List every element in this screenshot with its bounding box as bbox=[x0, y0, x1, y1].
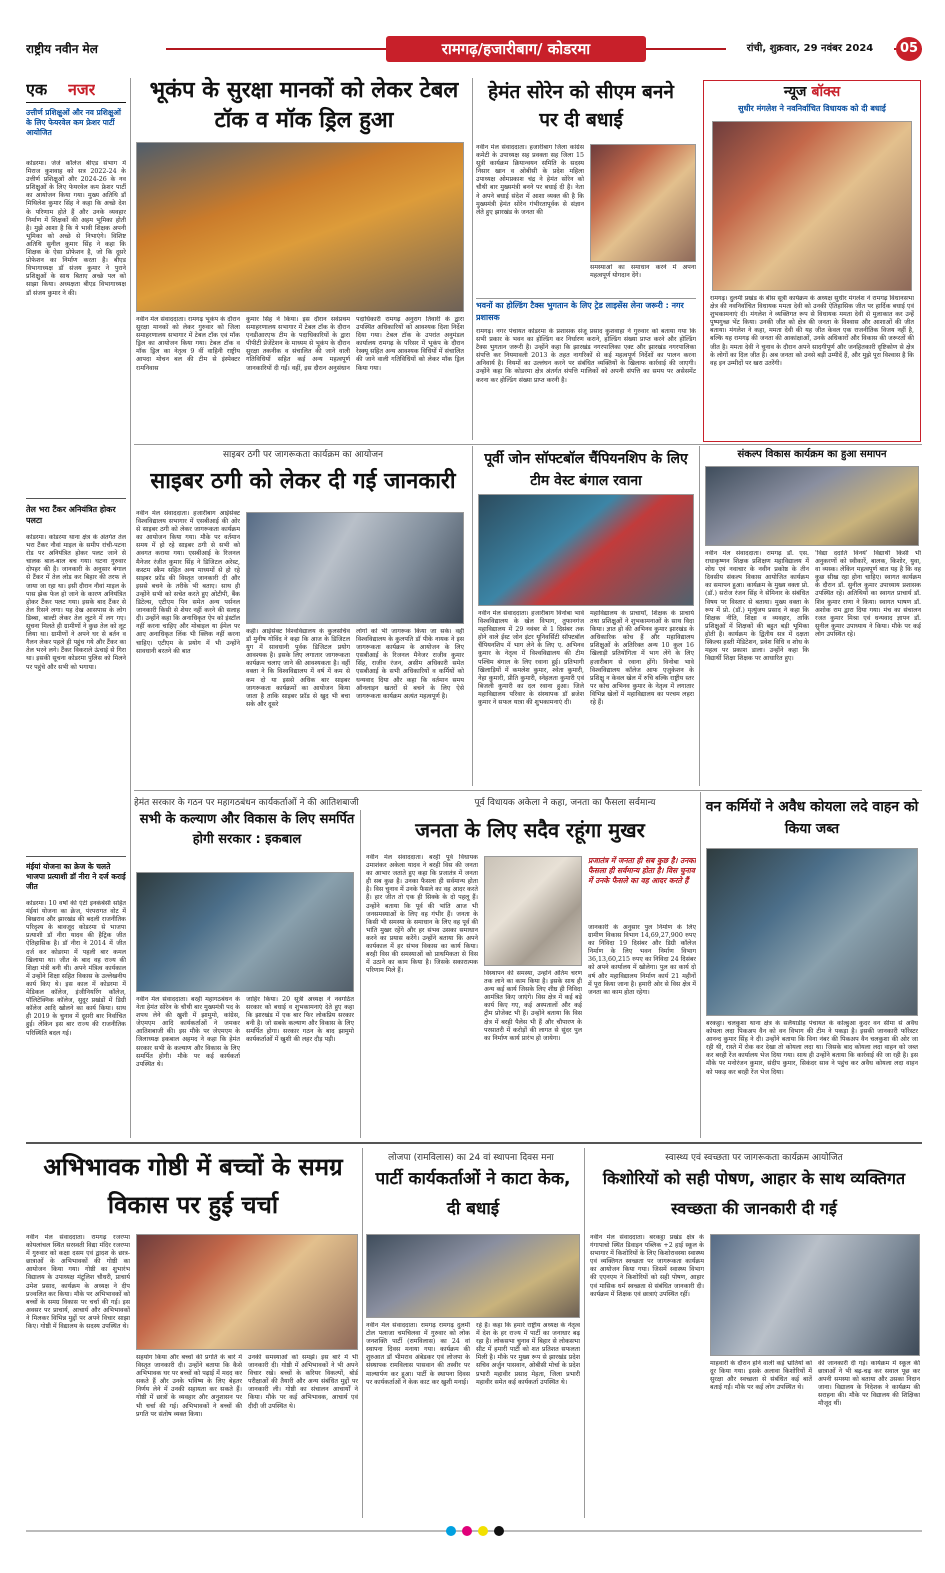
hemant-body: नवीन मेल संवाददाता। हजारीबाग जिला कांग्रेस कमेटी के उपाध्यक्ष सह प्रवक्ता सह जिला 15 सूत्री कार्यक्रम क्रियान्वयन समिति के सदस्य निसार खान व ओबीसी के प्रदेश महिला उपाध्यक्ष ओमप्रकाश चंद्र ने हेमंत सोरेन को चौथी बार मुख्यमंत्री बनने पर बधाई दी है। नेता ने अपने बधाई संदेश में आशा व्यक्त की है कि मुख्यमंत्री हेमंत सोरेन गंभीरतापूर्वक से संज्ञान लेते हुए झारखंड के जनता की bbox=[476, 144, 584, 216]
kalyan-body-col-1: नवीन मेल संवाददाता। बरही महागठबंधन के नेता हेमंत सोरेन के चौथी बार मुख्यमंत्री पद के शपथ लेने की खुशी में झामुमो, कांग्रेस, जेएमएम आदि कार्यकर्ताओं ने जमकर आतिशबाजी की। इस मौके पर जेएमएम के जिलाध्यक्ष इकबाल अहमद ने कहा कि हेमंत सरकार सभी के कल्याण और विकास के लिए समर्पित होगी। मौके पर कई कार्यकर्ता उपस्थित थे। bbox=[136, 996, 240, 1068]
cake-kicker: लोजपा (रामविलास) का 24 वां स्थापना दिवस मना bbox=[388, 1153, 554, 1162]
health-photo bbox=[710, 1234, 920, 1356]
mukhar-body-col-3: जानकारी के अनुसार पुल निर्माण के लिए ग्रामीण विकास विभाग 14,69,27,900 रुपए का निविदा 19 दिसंबर और डिग्री कॉलेज निर्माण के लिए भवन निर्माण विभाग 36,13,60,215 रुपए का निविदा 24 दिसंबर को अपने कार्यालय में खोलेगा। पुल का कार्य दो वर्ष और महाविद्यालय निर्माण कार्य 21 महीनों में पूरा किया जाना है। हमारी ओर से विस क्षेत्र में जनता का काम होता रहेगा। bbox=[588, 924, 696, 996]
cake-photo bbox=[366, 1234, 580, 1318]
ek-nazar-story-1-title: उत्तीर्ण प्रशिक्षुओं और नव प्रशिक्षुओं के लिए फेयरवेल कम फ्रेशर पार्टी आयोजित bbox=[26, 108, 121, 137]
coal-headline: वन कर्मियों ने अवैध कोयला लदे वाहन को किया जब्त bbox=[705, 799, 919, 837]
softball-team-photo bbox=[478, 494, 694, 606]
abhibhavak-body-col-2: सहयोग किया और बच्चों की प्रगति के बारे में विस्तृत जानकारी दी। उन्होंने बताया कि कैसे अभिभावक घर पर बच्चों को पढ़ाई में मदद कर सकते हैं और उनके भविष्य के लिए बेहतर निर्णय लेने में उनकी सहायता कर सकते हैं। गोष्ठी में छात्रों के व्यवहार और अनुशासन पर भी चर्चा की गई। अभिभावकों ने बच्चों की प्रगति पर संतोष व्यक्त किया। bbox=[136, 1354, 242, 1418]
news-box-photo bbox=[712, 121, 912, 291]
ek-nazar-story-1-body: कोडरमा। जेजे कॉलेज बीएड संभाग में मिराज कुशवाह को सत्र 2022-24 के उत्तीर्ण प्रशिक्षुओं और 2024-26 के नव प्रशिक्षुओं के लिए फेयरवेल कम फ्रेशर पार्टी का आयोजन किया गया। मुख्य अतिथि डॉ मिथिलेश कुमार सिंह ने कहा कि अच्छे देश के परिणाम होते हैं और उनके व्यवहार निर्माण में शिक्षकों की अहम भूमिका होती है। मुझे आशा है कि ये भावी शिक्षक अपनी भूमिका को अच्छे से निभाएंगे। विशिष्ट अतिथि सुनील कुमार सिंह ने कहा कि शिक्षक के ऐसा प्रोफेशन है, जो कि दूसरे प्रोफेशन का निर्माण करता है। बीएड विभागाध्यक्ष डॉ संजय कुमार ने पुराने प्रशिक्षुओं के साथ बिताए अच्छे पल को साझा किया। अध्यक्षता बीएड विभागाध्यक्ष डॉ संजय कुमार ने की। bbox=[26, 160, 126, 297]
ek-nazar-story-2-body: कोडरमा। कोडरमा थाना क्षेत्र के अंतर्गत तेल भरा टैंकर नौवां माइल के समीप रांची-पटना रोड पर अनियंत्रित होकर पलट जाने से चालक बाल-बाल बच गया। घटना गुरुवार दोपहर की है। जानकारी के अनुसार बंगाल से टैंकर में तेल लोड कर बिहार की तरफ ले जाया जा रहा था। इसी दौरान नौवां माइल के पास झेक फेल हो जाने के कारण अनियंत्रित होकर टैंकर पलट गया। इसके बाद टैंकर से तेल रिसने लगा। यह देख आसपास के लोग डिब्बा, बाल्टी लेकर तेल लूटने में लग गए। सूचना मिलते ही ग्रामीणों ने कुछ तेल को लूट लिया था। ग्रामीणों ने अपने घर से बर्तन व गैलन लेकर पहले ही पहुंच गये और टैंकर का तेल भरने लगे। टैंकर विकराले ऊंचाई से गिरा था। इसकी सूचना कोडरमा पुलिस को मिलने पर पहुंचे और सभी को भगाया। bbox=[26, 534, 126, 671]
sankalp-body-col-2: 'विद्या ददाति विनयं' विद्यार्थी किसी भी अनुकरणों को स्वीकारें, बालक, किशोर, युवा, वा व्यस्क। लेकिन महत्वपूर्ण बात यह है कि वह कुछ सीख रहा होना चाहिए। स्वागत कार्यक्रम के दौरान डॉ. सुनील कुमार उपाध्याय प्रशासक उपस्थित रहे। अतिथियों का स्वागत प्राचार्य डॉ. शिव कुमार राणा ने किया। स्वागत भाषण डॉ. अशोक राम द्वारा दिया गया। मंच का संचालन रजत कुमार मिश्रा एवं धन्यवाद ज्ञापन डॉ. सुनील कुमार उपाध्याय ने किया। मौके पर कई लोग उपस्थित रहे। bbox=[815, 550, 921, 638]
cyber-kicker: साइबर ठगी पर जागरूकता कार्यक्रम का आयोजन bbox=[222, 450, 384, 459]
coal-body: बरकट्ठा। चलकुशा थाना क्षेत्र के सलैयाडीह पंचायत के कोल्हुआ कुदर वन सीमा से अवैध कोयला लदा पिकअप वैन को वन विभाग की टीम ने पकड़ा है। इसकी जानकारी फॉरेस्टर आनन्द कुमार सिंह ने दी। उन्होंने बताया कि विना नंबर की पिकअप वैन चलकुशा की ओर जा रही थी, रास्ते में रोक कर देखा तो कोयला लदा था। जिसके बाद कोयला लदा वाहन को जब्त कर बरही रेंज कार्यालय भेज दिया गया। साथ ही उन्होंने बताया कि कार्रवाई की जा रही है। इस मौके पर मनोरंजन कुमार, संदीप कुमार, सिकंदर साव ने पहुंच कर अवैध कोयला लदा वाहन को पकड़ कर बरही रेंज भेज दिया। bbox=[706, 1020, 918, 1076]
dateline: रांची, शुक्रवार, 29 नवंबर 2024 bbox=[726, 40, 894, 58]
abhibhavak-body-col-1: नवीन मेल संवाददाता। रामगढ़ रजरप्पा कोयलांचल स्थित सरस्वती विद्या मंदिर रजरप्पा में गुरुवार को कक्षा दसम एवं द्वादश के छात्र-छात्राओं के अभिभावकों की गोष्ठी का आयोजन किया गया। गोष्ठी का शुभारंभ विद्यालय के उपाध्यक्ष मंटूलिश चौधरी, प्राचार्य उमेश प्रसाद, कार्यक्रम के अध्यक्ष ने दीप प्रज्वलित कर किया। मौके पर अभिभावकों को बच्चों के समग्र विकास पर चर्चा की गई। इस अवसर पर प्राचार्य, आचार्य और अभिभावकों ने मिलकर विभिन्न मुद्दों पर अपने विचार साझा किए। गोष्ठी में विद्यालय के सदस्य उपस्थित थे। bbox=[26, 1234, 130, 1331]
softball-headline: पूर्वी जोन सॉफ्टबॉल चैंपियनशिप के लिए टीम वेस्ट बंगाल रवाना bbox=[484, 451, 688, 489]
cyber-body-col-1: नवीन मेल संवाददाता। हजारीबाग आईसेक्ट विश्वविद्यालय सभागार में एसबीआई की ओर से साइबर ठगी को लेकर जागरूकता कार्यक्रम का आयोजन किया गया। मौके पर वर्तमान समय में हो रहे साइबर ठगी से सभी को अवगत कराया गया। एसबीआई के रिजनल मैनेजर रंजीत कुमार सिंह ने डिजिटल अरेस्ट, कस्टम स्कैम सहित अन्य माध्यमों से हो रहे साइबर फ्रॉड की विस्तृत जानकारी दी और इससे बचने के तरीके भी बताए। साथ ही उन्होंने सभी को सचेत करते हुए ओटीपी, बैंक डिटेल्स, एटीएम पिन समेत अन्य पर्सनल जानकारी किसी से शेयर नहीं करने की सलाह दी। उन्होंने कहा कि अनाधिकृत ऐप को इंस्टॉल नहीं करना चाहिए और मोबाइल या ईमेल पर आए अनाधिकृत लिंक भी क्लिक नहीं करना चाहिए। एटीएम के प्रयोग में भी उन्होंने सावधानी बरतने की बात bbox=[136, 510, 240, 655]
page-header bbox=[26, 34, 922, 65]
cake-body-col-2: रहे हैं। कहा कि हमारे राष्ट्रीय अध्यक्ष के नेतृत्व में देश के हर राज्य में पार्टी का जनाधार बढ़ रहा है। लोकसभा चुनाव में बिहार से लोकसभा सीट में हमारी पार्टी को शत प्रतिशत सफलता मिली है। मौके पर मुख्य रूप से झारखंड प्रदेश सचिव अर्जुन पासवान, ओबीसी मोर्चा के प्रदेश प्रभारी महावीर प्रसाद मेहता, जिला प्रभारी महावीर समेत कई कार्यकर्ता उपस्थित थे। bbox=[476, 1322, 580, 1386]
health-kicker: स्वास्थ्य एवं स्वच्छता पर जागरूकता कार्यक्रम आयोजित bbox=[665, 1153, 843, 1162]
mukhar-body-col-1: नवीन मेल संवाददाता। बरही पूर्व विधायक उमाशंकर अकेला यादव ने बरही विस की जनता का आभार जताते हुए कहा कि प्रजातंत्र में जनता ही सब कुछ है। उनका फैसला ही सर्वमान्य होता है। विस चुनाव में उनके फैसले का वह आदर करते हैं। हार जीत तो एक ही सिक्के के दो पहलू हैं। उन्होंने बताया कि पूर्व की भांति आज भी जनसमस्याओं के लिए वह गंभीर हैं। जनता के किसी भी समस्या के समाधान के लिए वह पूर्व की भांति मुखर रहेंगे और हर संभव उसका समाधान करने का प्रयास करेंगे। उन्होंने बताया कि अपने कार्यकाल में हर संभव विकास का कार्य किया। बरही विस की समस्याओं को प्राथमिकता से विस में उठाने का काम किया है। जिसके सकारात्मक परिणाम मिले हैं। bbox=[366, 854, 478, 975]
ek-nazar-column bbox=[26, 78, 126, 1138]
abhibhavak-body-col-3: उनकी समस्याओं को समझें। इस बारे में भी जानकारी दी। गोष्ठी में अभिभावकों ने भी अपने विचार रखे। बच्चों के करियर विकल्पों, बोर्ड परीक्षाओं की तैयारी और अन्य संबंधित मुद्दों पर जानकारी ली। गोष्ठी का संचालन आचार्यों ने किया। मौके पर कई अभिभावक, आचार्य एवं दीदी जी उपस्थित थे। bbox=[248, 1354, 358, 1410]
sankalp-body-col-1: नवीन मेल संवाददाता। रामगढ़ डॉ. एस. राधाकृष्णन शिक्षक प्रशिक्षण महाविद्यालय में शोध एवं नवाचार के नवीन प्रकोष्ठ के तीन दिवसीय संकल्प विकास आयोजित कार्यक्रम का समापन हुआ। कार्यक्रम के मुख्य वक्ता प्रो. (डॉ.) सरोज रंजन सिंह ने सेमिनार के संबंधित विषय पर विस्तार से बताया। मुख्य वक्ता के रूप में प्रो. (डॉ.) मृत्युंजय प्रसाद ने कहा कि शिक्षक नीति, शिक्षा व व्यवहार, ताकि प्रशिक्षुओं में शिक्षकों की बहुत बड़ी भूमिका होती है। कार्यक्रम के द्वितीय सत्र में दक्षता स्किल्स हस्ती मेडिटेशन, प्रवेश विधि व शोध के महत्व पर प्रकाश डाला। उन्होंने कहा कि विद्यार्थी शिक्षा शिक्षक पर आधारित हुए। bbox=[705, 550, 809, 663]
quake-photo bbox=[136, 142, 464, 312]
cake-headline: पार्टी कार्यकर्ताओं ने काटा केक, दी बधाई bbox=[375, 1169, 571, 1219]
hemant-headline: हेमंत सोरेन को सीएम बनने पर दी बधाई bbox=[488, 81, 674, 131]
cake-body-col-1: नवीन मेल संवाददाता। रामगढ़ रामगढ़ दुलमी टोल पलाजा चमचिलवा में गुरुवार को लोक जनशक्ति पार्टी (रामविलास) का 24 वां स्थापना दिवस मनाया गया। कार्यक्रम की शुरुआत डॉ भीमराव अंबेडकर एवं लोजपा के संस्थापक रामविलास पासवान की तस्वीर पर माल्यार्पण कर हुआ। पार्टी के स्थापना दिवस पर कार्यकर्ताओं ने केक काट कर खुशी मनाई। bbox=[366, 1322, 470, 1386]
hoarding-headline: भवनों का होल्डिंग टैक्स भुगतान के लिए ट्रेड लाइसेंस लेना जरूरी : नगर प्रशासक bbox=[476, 301, 684, 322]
news-box bbox=[703, 80, 921, 442]
hoarding-body: रामगढ़। नगर पंचायत कोडरमा के प्रशासक संजू प्रसाद कुशवाहा ने गुरुवार को बताया गया कि सभी प्रकार के भवन का होल्डिंग कर निर्धारण कराने, होल्डिंग संख्या प्राप्त करने और होल्डिंग टैक्स भुगतान जरूरी है। उन्होंने कहा कि झारखंड नगरपालिका एक्ट और झारखंड नगरपालिका संपत्ति कर नियमावली 2013 के तहत नागरिकों से कई महत्वपूर्ण निर्देशों का पालन करना अनिवार्य है। नियमों का उल्लंघन करने पर संबंधित व्यक्तियों के खिलाफ कार्रवाई की जाएगी। उन्होंने कहा कि कोडरमा क्षेत्र अंतर्गत संपत्ति मालिकों को अपनी संपत्ति का समय पर असेसमेंट करना कर होल्डिंग संख्या प्राप्त करनी है। bbox=[476, 328, 696, 384]
sankalp-photo bbox=[705, 466, 919, 546]
section-banner: रामगढ़/हजारीबाग/ कोडरमा bbox=[386, 36, 646, 62]
news-box-label-a: न्यूज bbox=[783, 84, 807, 100]
mukhar-portrait-photo bbox=[484, 856, 582, 966]
abhibhavak-headline: अभिभावक गोष्ठी में बच्चों के समग्र विकास पर हुई चर्चा bbox=[43, 1153, 343, 1219]
quake-headline: भूकंप के सुरक्षा मानकों को लेकर टेबल टॉक व मॉक ड्रिल हुआ bbox=[149, 78, 459, 133]
quake-body-col-3: पदाधिकारी रामगढ़ अनुराग तिवारी के द्वारा उपस्थित अधिकारियों को आवश्यक दिशा निर्देश दिया गया। टेबल टॉक के उपरांत अनुमंडल कार्यालय रामगढ़ के परिसर में भूकंप के दौरान रेस्क्यू सहित अन्य आवश्यक विधियों में संचालित की जाने वाली गतिविधियों को लेकर मॉक ड्रिल किया गया। bbox=[356, 316, 464, 372]
cyber-body-col-3: लोगों को भी जागरूक किया जा सके। वहीं विश्वविद्यालय के कुलपति डॉ पीके नायक ने इस जागरूकता कार्यक्रम के आयोजन के लिए एसबीआई के रिजनल मैनेजर राजीव कुमार सिंह, राजीव रंजन, असीम अधिकारी समेत एसबीआई के सभी अधिकारियों व कर्मियों को धन्यवाद दिया और कहा कि वर्तमान समय ऑनलाइन खतरों से बचने के लिए ऐसे जागरूकता कार्यक्रम अत्यंत महत्वपूर्ण है। bbox=[356, 628, 464, 700]
ek-nazar-label-a: एक bbox=[26, 80, 48, 99]
kalyan-headline: सभी के कल्याण और विकास के लिए समर्पित होगी सरकार : इकबाल bbox=[139, 812, 355, 847]
softball-body-col-2: महाविद्यालय के प्राचार्यों, शिक्षक के प्राचार्य तथा प्रशिक्षुओं ने शुभकामनाओं के साथ विदा किया। ज्ञात हो की अभिनव कुमार झारखंड के अधिकारिक कोच हैं और महाविद्यालय प्रशिक्षुओं के अतिरिक्त अन्य 10 कुल 16 खिलाड़ी प्रतियोगिता में भाग लेंगे के लिए हजारीबाग से रवाना होंगे। विनोबा भावे विश्वविद्यालय कॉलेज आफ एजुकेशन के प्रशिक्षु न केवल खेल में रुचि बल्कि राष्ट्रीय स्तर पर कोच अभिनव कुमार के नेतृत्व में लगातार विभिन्न खेलों में महाविद्यालय का परचम लहरा रहे हैं। bbox=[590, 610, 694, 707]
coal-vehicle-photo bbox=[706, 848, 918, 1016]
print-registration-bar bbox=[26, 1526, 922, 1536]
cyber-photo bbox=[246, 512, 464, 624]
cyber-headline: साइबर ठगी को लेकर दी गई जानकारी bbox=[150, 469, 456, 494]
ek-nazar-story-2-title: तेल भरा टैंकर अनियंत्रित होकर पलटा bbox=[26, 505, 116, 525]
mukhar-headline: जनता के लिए सदैव रहूंगा मुखर bbox=[415, 818, 645, 842]
health-body-col-1: नवीन मेल संवाददाता। बरकट्ठा प्रखंड क्षेत्र के गंगापाचो स्थित डिवाइन पब्लिक +2 हाई स्कूल के सभागार में किशोरियों के लिए किशोरावस्था स्वास्थ्य एवं व्यक्तिगत स्वच्छता पर जागरूकता कार्यक्रम का आयोजन किया गया। जिसमें स्वास्थ्य विभाग की एएनएम ने किशोरियों को सही पोषण, आहार एवं मासिक धर्म स्वच्छता से संबंधित जानकारी दी। कार्यक्रम में शिक्षक एवं छात्राएं उपस्थित रहीं। bbox=[590, 1234, 704, 1298]
news-box-title: सुधीर मंगलेश ने नवनिर्वाचित विधायक को दी बधाई bbox=[738, 104, 886, 113]
ek-nazar-story-3-body: कोडरमा। 10 वर्षों की एंटी इनकंबेंसी सहित मंईयां योजना का क्रेज, पंरपरागत वोट में बिखराव और झारखंड की बदली राजनीतिक परिदृश्य के बावजूद कोडरमा से भाजपा प्रत्याशी डॉ नीरा यादव की हैट्रिक जीत ऐतिहासिक है। डॉ नीरा ने 2014 में जीत दर्ज कर कोडरमा में पहली बार कमल खिलाया था। जीत के बाद वह राज्य की शिक्षा मंत्री बनी थी। अपने मंत्रित्व कार्यकाल में उन्होंने शिक्षा सहित विकास के उल्लेखनीय कार्य किए थे। इस काल में कोडरमा में मेडिकल कॉलेज, इंजीनियरिंग कॉलेज, पॉलिटेक्निक कॉलेज, सुदूर प्रखंडों में डिग्री कॉलेज आदि खोलने का कार्य किया। साथ ही 2019 के चुनाव में दूसरी बार निर्वाचित हुई। लेकिन इस बार राज्य की राजनीतिक परिस्थिति बदल गई। bbox=[26, 900, 126, 1037]
mukhar-pull-quote: प्रजातंत्र में जनता ही सब कुछ है। उनका फैसला ही सर्वमान्य होता है। विस चुनाव में उनके फैसले का वह आदर करते हैं bbox=[588, 856, 696, 885]
page-number: 05 bbox=[896, 37, 922, 61]
sankalp-headline: संकल्प विकास कार्यक्रम का हुआ समापन bbox=[737, 449, 887, 460]
health-body-col-2: माहवारी के दौरान होने वाली कई भ्रांतियों को दूर किया गया। इसके अलावा किशोरियों में सुरक्षा और स्वच्छता से संबंधित कई बातें बताई गईं। मौके पर कई लोग उपस्थित थे। bbox=[710, 1360, 812, 1392]
news-box-label-b: बॉक्स bbox=[811, 84, 841, 100]
softball-body-col-1: नवीन मेल संवाददाता। हजारीबाग विनोबा भावे विश्वविद्यालय के खेल विभाग, तुफानगंज महाविद्यालय में 29 नवंबर से 1 दिसंबर तक होने वाले ईस्ट जोन इंटर यूनिवर्सिटी सॉफ्टबॉल चैंपियनशिप में भाग लेने के लिए ए. अभिनव कुमार के नेतृत्व में विश्वविद्यालय की टीम पश्चिम बंगाल के लिए रवाना हुई। प्रतिभागी खिलाड़ियों में कमलेश कुमार, श्वेता कुमारी, नेहा कुमारी, प्रीति कुमारी, स्नेहलता कुमारी एवं बिजली कुमारी का दल रवाना हुआ। जिले महाविद्यालय परिवार के संस्थापक डॉ ब्रजेश कुमार ने सफल यात्रा की शुभकामनाएं दी। bbox=[478, 610, 584, 707]
mukhar-kicker: पूर्व विधायक अकेला ने कहा, जनता का फैसला सर्वमान्य bbox=[430, 795, 700, 807]
cyber-body-col-2: कही। आईसेक्ट विश्वविद्यालय के कुलसचिव डॉ मुनीष गोविंद ने कहा कि आज के डिजिटल युग में सावधानी पूर्वक डिजिटल प्रयोग आवश्यक है। इसके लिए लगातार जागरूकता कार्यक्रम चलाए जाने की आवश्यकता है। वहीं वक्ता ने कि विश्वविद्यालय में वर्ष में कम से कम दो या इससे अधिक बार साइबर जागरूकता कार्यक्रमों का आयोजन किया जाता है ताकि साइबर फ्रॉड से खुद भी बचा सके और दूसरे bbox=[246, 628, 350, 708]
health-headline: किशोरियों को सही पोषण, आहार के साथ व्यक्तिगत स्वच्छता की जानकारी दी गई bbox=[602, 1169, 906, 1218]
hemant-soren-photo bbox=[590, 144, 696, 262]
ek-nazar-label-b: नजर bbox=[68, 80, 96, 99]
health-body-col-3: की जानकारी दी गई। कार्यक्रम में स्कूल की छात्राओं ने भी बढ़-चढ़ कर सवाल पूछ कर अपनी समस्या को बताया और उसका निदान जाना। विद्यालय के निदेशक ने कार्यक्रम की सराहना की। मौके पर विद्यालय की शिक्षिका मौजूद थीं। bbox=[818, 1360, 920, 1408]
kalyan-kicker: हेमंत सरकार के गठन पर महागठबंधन कार्यकर्ताओं ने की आतिशबाजी bbox=[134, 798, 359, 807]
hemant-body-2: समस्याओं का समाधान करने में अपना महत्वपूर्ण योगदान देंगे। bbox=[590, 264, 696, 280]
ek-nazar-story-3-title: मंईयां योजना का क्रेज के चलते भाजपा प्रत्याशी डॉ नीरा ने दर्ज कराई जीत bbox=[26, 862, 126, 891]
kalyan-body-col-2: जाहिर किया। 20 सूत्री अध्यक्ष ने नवगठित सरकार को बधाई व शुभकामनाएं देते हुए कहा कि झारखंड में एक बार फिर लोकप्रिय सरकार बनी है। जो सबके कल्याण और विकास के लिए समर्पित होगा। सरकार गठन के बाद झामुमो कार्यकर्ताओं में खुशी की लहर दौड़ पड़ी। bbox=[246, 996, 354, 1044]
kalyan-photo bbox=[136, 872, 354, 992]
abhibhavak-photo bbox=[136, 1234, 358, 1350]
quake-body-col-2: कुमार सिंह ने किया। इस दौरान सर्वप्रथम समाहरणालय सभागार में टेबल टॉक के दौरान एनडीआरएफ टीम के पदाधिकारियों के द्वारा पीपीटी प्रेजेंटेशन के माध्यम से भूकंप के दौरान सुरक्षा तकनीक व संचालित की जाने वाली गतिविधियों सहित कई अन्य महत्वपूर्ण जानकारियों दी गईं। वहीं, इस दौरान अनुसंधान bbox=[246, 316, 350, 372]
mukhar-body-col-2: विस्थापन की समस्या, उन्होंने अंतिम चरण तक लाने का काम किया है। इसके साथ ही अन्य कई कार्य जिसके लिए शीघ्र ही निविदा आमंत्रित किए जाएंगे। विस क्षेत्र में कई बड़े कार्य किए गए, कई अस्पतालों और कई ट्रीम प्रोजेक्ट भी हैं। उन्होंने बताया कि विस क्षेत्र में बरही पैलेस भी हैं और चौपारण के परसातरी में करोड़ों की लागत से सुंदर पुल का निर्माण कार्य प्रारंभ हो जायेगा। bbox=[484, 970, 582, 1042]
news-box-body: रामगढ़। दुलमी प्रखंड के बीस सूत्री कार्यक्रम के अध्यक्ष सुधीर मंगलेश ने रामगढ़ विधानसभा क्षेत्र की नवनिर्वाचित विधायक ममता देवी को उनकी ऐतिहासिक जीत पर हार्दिक बधाई एवं शुभकामनाएं दी। मंगलेश ने व्यक्तिगत रूप से विधायक ममता देवी से मुलाकात कर उन्हें पुष्पगुच्छ भेंट किया। उनकी जीत को क्षेत्र की जनता के विश्वास और आशाओं की जीत बताया। मंगलेश ने कहा, ममता देवी की यह जीत केवल एक राजनीतिक विजय नहीं है, बल्कि यह रामगढ़ की जनता की आकांक्षाओं, उनके अधिकारों और विकास की जरूरतों की जीत है। ममता देवी ने चुनाव के दौरान अपने सादगीपूर्ण और जनहितकारी दृष्टिकोण से क्षेत्र के लोगों का दिल जीत है। अब जनता को उनसे बड़ी उम्मीदें हैं, और मुझे पूरा विश्वास है कि वह इन उम्मीदों पर खरा उतरेंगी। bbox=[710, 295, 914, 367]
masthead: राष्ट्रीय नवीन मेल bbox=[26, 38, 166, 60]
quake-body-col-1: नवीन मेल संवाददाता। रामगढ़ भूकंप के दौरान सुरक्षा मानकों को लेकर गुरुवार को जिला समाहरणालय सभागार में टेबल टॉक एवं मॉक ड्रिल का आयोजन किया गया। टेबल टॉक व मॉक ड्रिल का नेतृत्व 9 वीं वाहिनी राष्ट्रीय आपदा मोचन बल की टीम से इंस्पेक्टर रामनिवास bbox=[136, 316, 240, 372]
